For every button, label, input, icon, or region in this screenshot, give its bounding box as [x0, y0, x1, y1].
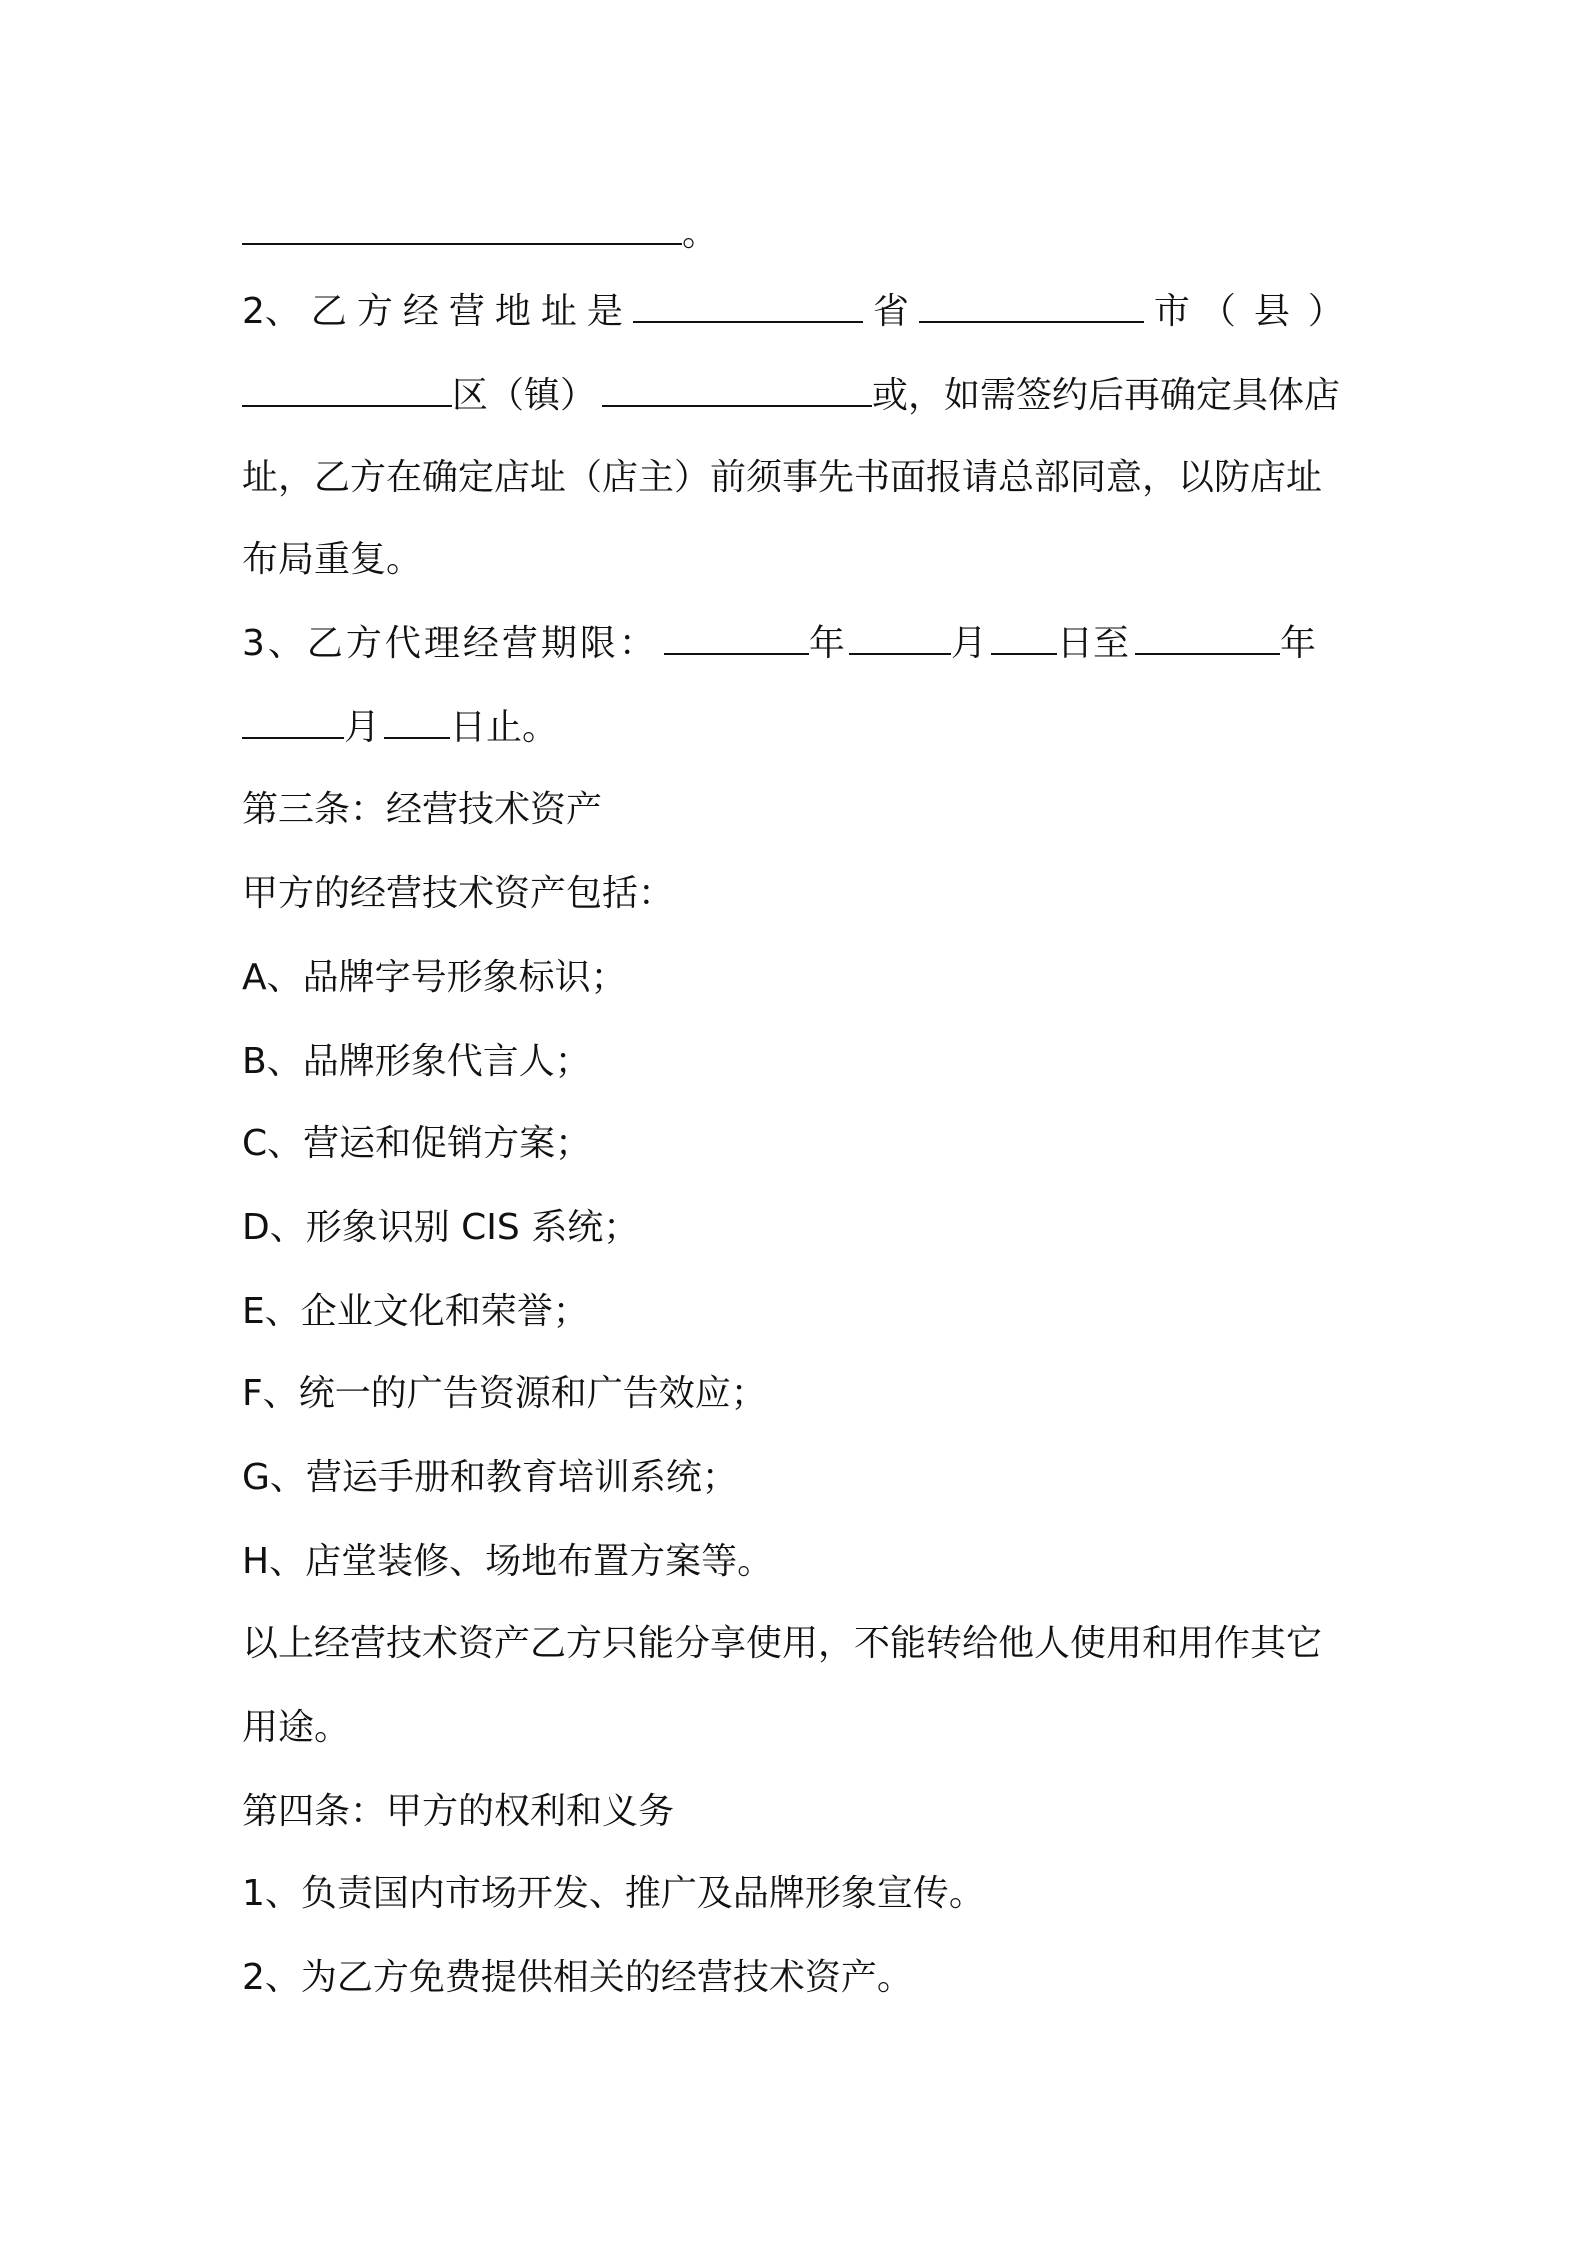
text-char: 地	[494, 291, 531, 332]
text-char: 营	[448, 291, 485, 332]
item-3-line-2	[242, 706, 1362, 750]
month-2-label: 月	[344, 707, 381, 748]
item-3-line-1	[242, 622, 1362, 666]
item-2-line-2-tail: 或，如需签约后再确定具体店	[872, 375, 1341, 416]
province-label: 省	[872, 291, 909, 332]
asset-item: A、品牌字号形象标识；	[242, 957, 627, 998]
year-2-blank	[1135, 623, 1280, 655]
item-2-line-2	[242, 374, 1362, 418]
asset-item: H、店堂装修、场地布置方案等。	[242, 1541, 774, 1582]
item-2-line-1	[242, 290, 1362, 334]
article-4-item: 2、为乙方免费提供相关的经营技术资产。	[242, 1957, 913, 1998]
day-end-label: 日止。	[450, 707, 559, 748]
day-blank	[991, 623, 1057, 655]
usage-line-2: 用途。	[242, 1707, 351, 1748]
article-4-title: 第四条：甲方的权利和义务	[242, 1791, 675, 1832]
month-blank	[849, 623, 951, 655]
asset-item: B、品牌形象代言人；	[242, 1041, 591, 1082]
year-label: 年	[808, 623, 845, 664]
period: 。	[682, 213, 719, 254]
month-label: 月	[950, 623, 987, 664]
item-2-line-3: 址，乙方在确定店址（店主）前须事先书面报请总部同意，以防店址	[242, 457, 1323, 498]
district-label: 区（镇）	[452, 375, 597, 416]
asset-item: F、统一的广告资源和广告效应；	[242, 1373, 767, 1414]
text-char: 方	[356, 291, 393, 332]
day-to-label: 日至	[1056, 623, 1129, 664]
text-char: 址	[540, 291, 577, 332]
city-blank	[919, 291, 1144, 323]
asset-item: D、形象识别 CIS 系统；	[242, 1207, 640, 1248]
article-3-title: 第三条：经营技术资产	[242, 789, 603, 830]
month-2-blank	[242, 707, 344, 739]
blank-line-ending	[242, 212, 1362, 256]
item-3-head: 3、乙方代理经营期限：	[242, 623, 658, 664]
usage-line-1: 以上经营技术资产乙方只能分享使用，不能转给他人使用和用作其它	[242, 1623, 1323, 1664]
item-2-line-4: 布局重复。	[242, 539, 423, 580]
asset-item: C、营运和促销方案；	[242, 1123, 592, 1164]
district-blank	[242, 375, 452, 407]
asset-item: G、营运手册和教育培训系统；	[242, 1457, 738, 1498]
county-label: （县）	[1199, 291, 1362, 332]
day-2-blank	[384, 707, 450, 739]
asset-item: E、企业文化和荣誉；	[242, 1291, 589, 1332]
text-char: 乙	[310, 291, 347, 332]
item-2-number: 2、	[242, 291, 301, 332]
town-blank	[602, 375, 872, 407]
year-2-label: 年	[1279, 623, 1316, 664]
text-char: 经	[402, 291, 439, 332]
fill-blank	[242, 213, 682, 245]
city-label: 市	[1153, 291, 1190, 332]
province-blank	[633, 291, 863, 323]
article-4-item: 1、负责国内市场开发、推广及品牌形象宣传。	[242, 1873, 985, 1914]
year-blank	[664, 623, 809, 655]
text-char: 是	[586, 291, 623, 332]
article-3-intro: 甲方的经营技术资产包括：	[242, 873, 675, 914]
